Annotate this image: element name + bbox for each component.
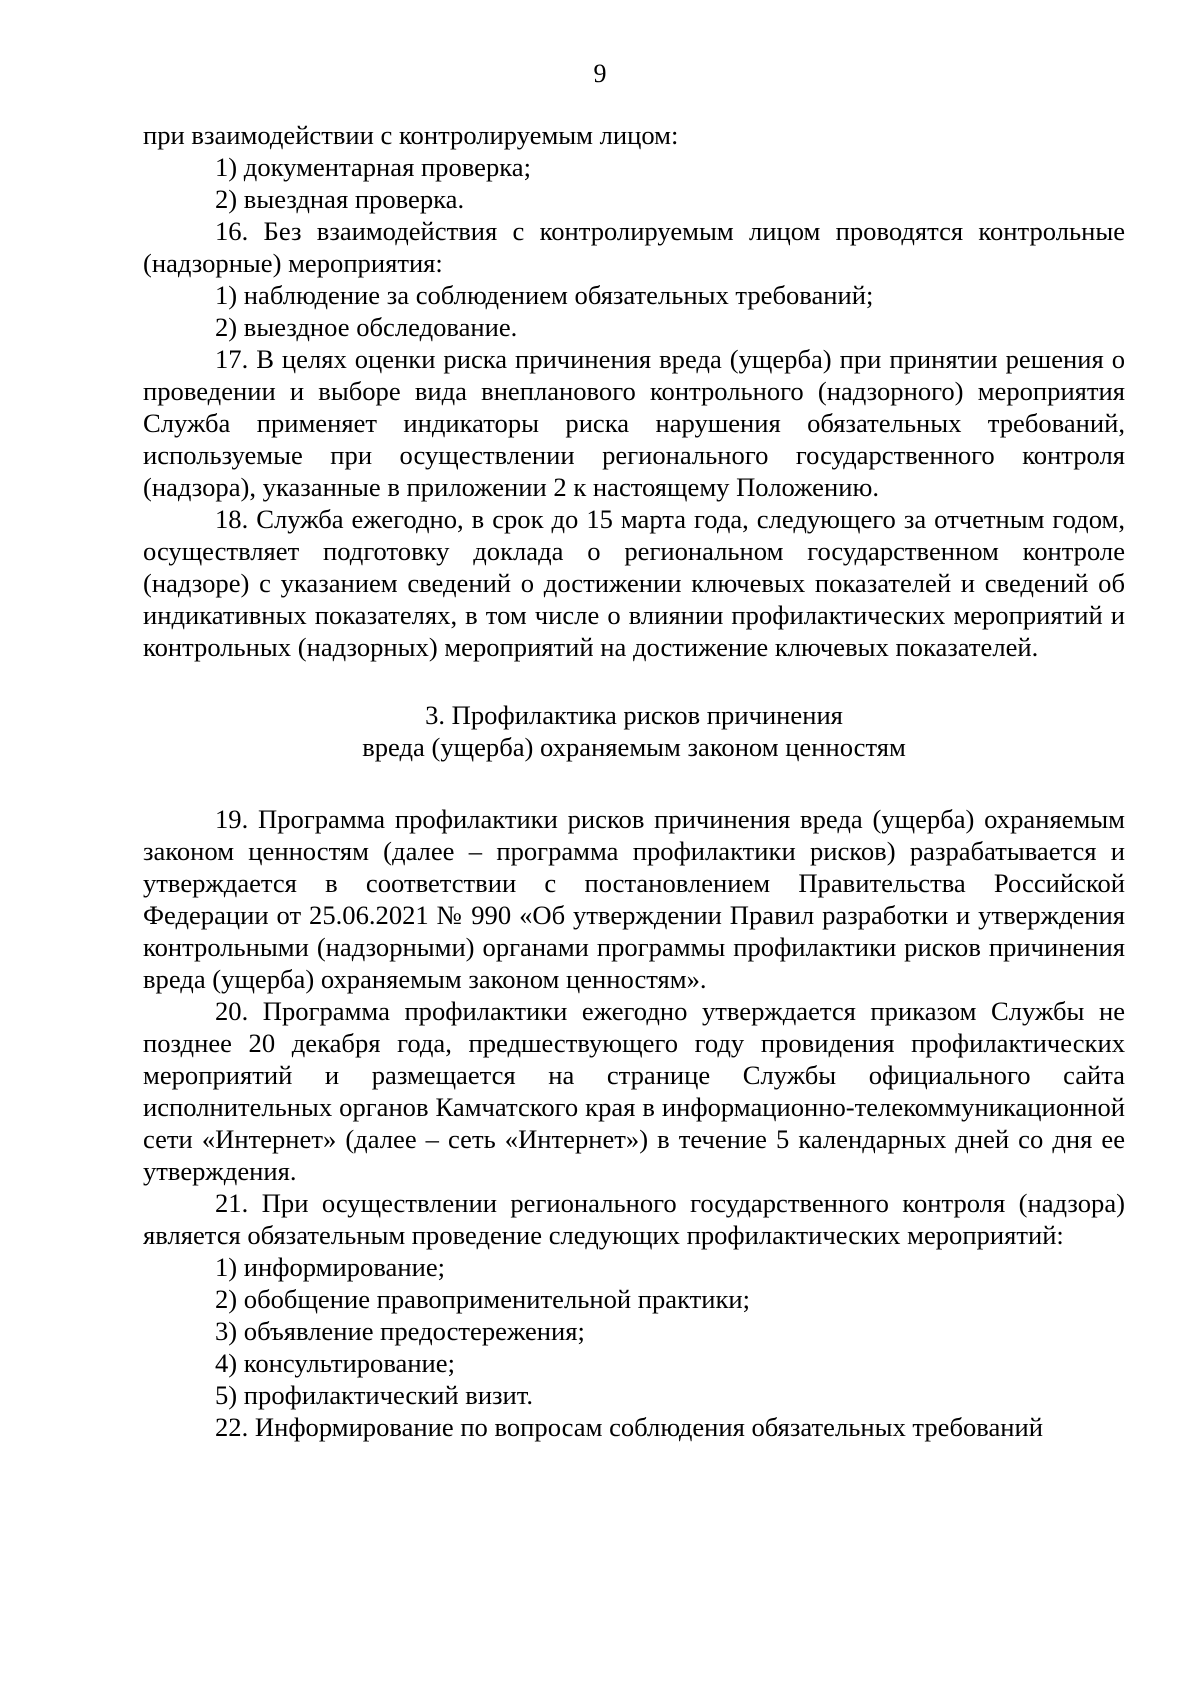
paragraph: 17. В целях оценки риска причинения вреда (ущерба) при принятии решения о проведении и выборе вида внепланового контрольного (надзорного) мероприятия Служба применяет индикаторы риска нарушения обязательных требований, используемые при осуществлении регионального государственного контроля (надзора), указанные в приложении 2 к настоящему Положению. <box>143 344 1125 502</box>
page-number: 9 <box>593 59 607 88</box>
section-items <box>143 803 1125 1443</box>
section-heading-line-1: 3. Профилактика рисков причинения <box>425 700 843 730</box>
section-heading-line-2: вреда (ущерба) охраняемым законом ценностям <box>362 732 906 762</box>
list-item: 4) консультирование; <box>215 1348 455 1378</box>
list-item: 5) профилактический визит. <box>215 1380 534 1410</box>
list-item: 1) наблюдение за соблюдением обязательных требований; <box>215 280 874 310</box>
paragraph: 18. Служба ежегодно, в срок до 15 марта года, следующего за отчетным годом, осуществляет подготовку доклада о региональном государственном контроле (надзоре) с указанием сведений о достижении ключевых показателей и сведений об индикативных показателях, в том числе о влиянии профилактических мероприятий и контрольных (надзорных) мероприятий на достижение ключевых показателей. <box>143 504 1125 662</box>
paragraph: при взаимодействии с контролируемым лицом: <box>143 120 679 150</box>
list-item: 1) информирование; <box>215 1252 446 1282</box>
list-item: 3) объявление предостережения; <box>215 1316 585 1346</box>
list-item: 2) выездная проверка. <box>215 184 465 214</box>
list-item: 2) выездное обследование. <box>215 312 518 342</box>
paragraph: 19. Программа профилактики рисков причинения вреда (ущерба) охраняемым законом ценностям (далее – программа профилактики рисков) разрабатывается и утверждается в соответствии с постановлением Правительства Российской Федерации от 25.06.2021 № 990 «Об утверждении Правил разработки и утверждения контрольными (надзорными) органами программы профилактики рисков причинения вреда (ущерба) охраняемым законом ценностям». <box>143 804 1125 994</box>
list-item: 2) обобщение правоприменительной практики; <box>215 1284 751 1314</box>
document-body <box>143 119 1125 1443</box>
section-heading <box>143 699 1125 763</box>
paragraph: 16. Без взаимодействия с контролируемым лицом проводятся контрольные (надзорные) мероприятия: <box>143 216 1125 278</box>
paragraph: 20. Программа профилактики ежегодно утверждается приказом Службы не позднее 20 декабря года, предшествующего году провидения профилактических мероприятий и размещается на странице Службы официального сайта исполнительных органов Камчатского края в информационно-телекоммуникационной сети «Интернет» (далее – сеть «Интернет») в течение 5 календарных дней со дня ее утверждения. <box>143 996 1125 1186</box>
section-items <box>143 119 1125 663</box>
paragraph: 22. Информирование по вопросам соблюдения обязательных требований <box>215 1412 1043 1442</box>
list-item: 1) документарная проверка; <box>215 152 531 182</box>
paragraph: 21. При осуществлении регионального государственного контроля (надзора) является обязательным проведение следующих профилактических мероприятий: <box>143 1188 1125 1250</box>
